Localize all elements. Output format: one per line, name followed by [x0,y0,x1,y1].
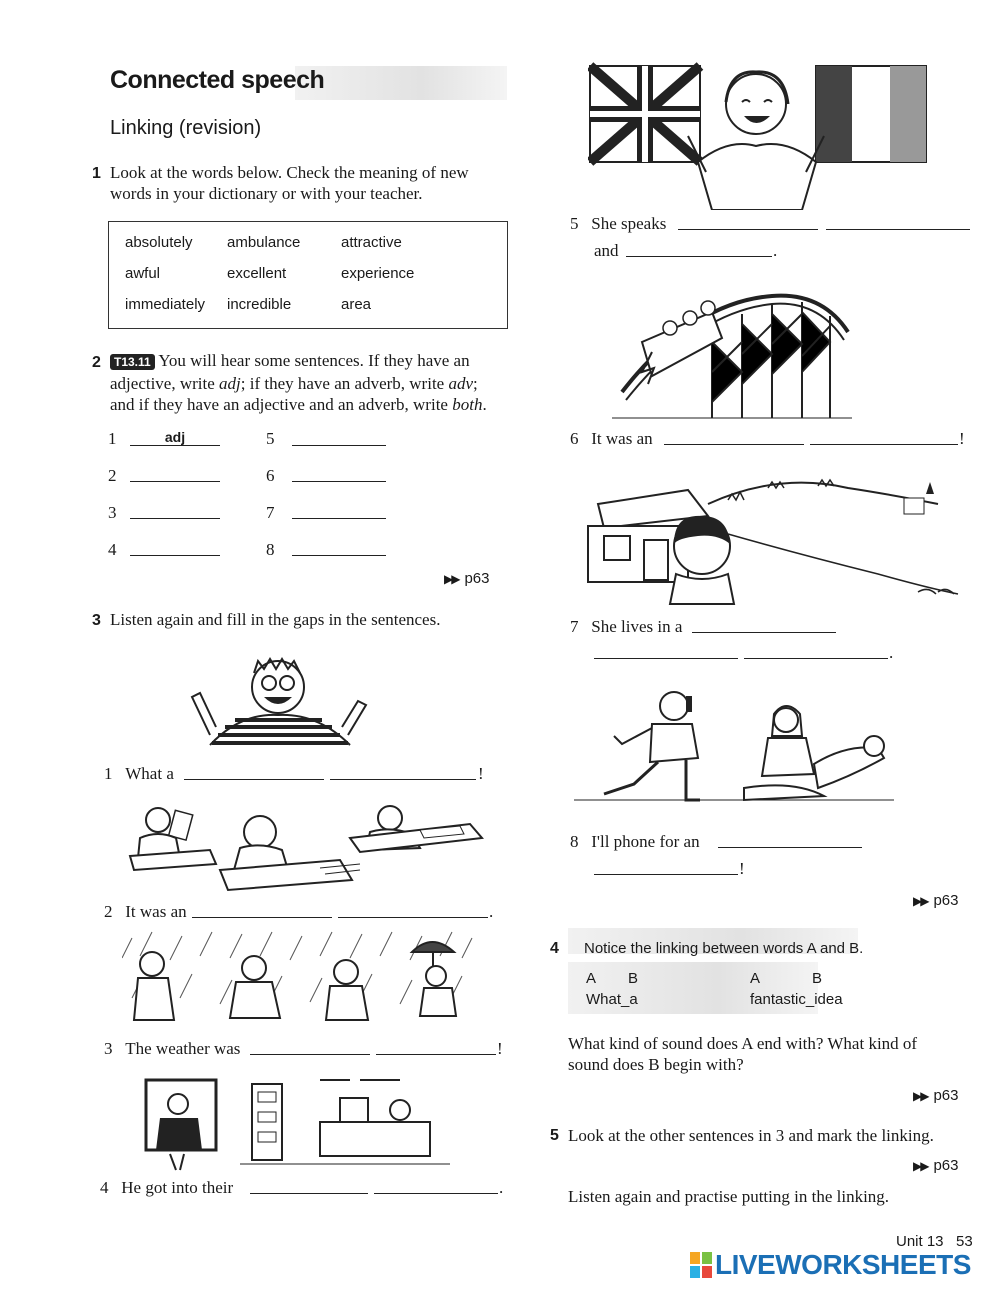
sentence-number: 8 [570,832,579,851]
sentence-text: He got into their [121,1178,234,1197]
sentence-2-blank-b[interactable] [338,903,488,918]
sentence-number: 1 [104,764,113,783]
sentence-text: The weather was [125,1039,241,1058]
reference-text: p63 [933,892,959,909]
linking-example-left: What_a [586,991,638,1008]
page-reference-ex3 [913,892,959,909]
answer-blank-3[interactable] [130,504,220,519]
label-b: B [812,970,823,987]
sentence-5-and: and [594,241,619,260]
exercise-5-practice: Listen again and practise putting in the linking. [568,1187,890,1206]
page-title: Connected speech [110,66,325,94]
sentence-7-blank-b[interactable] [594,644,738,659]
sentence-1-blank-a[interactable] [184,765,324,780]
answer-blank-4[interactable] [130,541,220,556]
exercise-5-number: 5 [550,1127,559,1144]
sentence-end: ! [959,429,965,448]
exercise-1-number: 1 [92,165,101,182]
sentence-8-blank-a[interactable] [718,833,862,848]
exercise-2-text-1: You will hear some sentences. If they have an [158,351,470,370]
title-band [295,66,507,100]
question-line-1: What kind of sound does A end with? What kind of [568,1034,918,1053]
sentence-4-blank-b[interactable] [374,1179,498,1194]
sentence-text: What a [125,764,174,783]
exercise-4-intro: Notice the linking between words A and B. [584,940,864,957]
sentence-5-blank-b[interactable] [826,215,970,230]
fast-forward-icon: ▶▶ [913,1089,928,1103]
sentence-text: It was an [591,429,653,448]
answer-blank-1[interactable] [130,429,220,446]
fast-forward-icon: ▶▶ [913,894,928,908]
word-item: incredible [227,296,292,313]
linking-example-right: fantastic_idea [750,991,843,1008]
label-b: B [628,970,639,987]
answer-blank-6[interactable] [292,467,386,482]
sentence-number: 2 [104,902,113,921]
text: adv [448,374,474,393]
word-item: absolutely [125,234,193,251]
unit-label: Unit 13 [896,1233,944,1250]
footer-unit [896,1233,973,1250]
answer-number: 1 [108,429,117,448]
text: both [452,395,483,414]
sentence-end: ! [739,859,745,878]
sentence-2-blank-a[interactable] [192,903,332,918]
answer-blank-7[interactable] [292,504,386,519]
label-a: A [750,970,761,987]
liveworksheets-grid-icon [690,1252,712,1278]
exercise-2-instruction [110,350,520,415]
answer-number: 7 [266,503,275,522]
sentence-5 [570,213,666,234]
exercise-1-line-1: Look at the words below. Check the meaning of new [110,163,469,182]
exercise-2-line-1 [110,350,520,373]
answer-blank-8[interactable] [292,541,386,556]
sentence-8-blank-b[interactable] [594,860,738,875]
sentence-end: . [489,902,494,921]
sentence-text: It was an [125,902,187,921]
fast-forward-icon: ▶▶ [444,572,459,586]
word-item: experience [341,265,415,282]
sentence-3 [104,1038,240,1059]
page-reference-ex4 [913,1087,959,1104]
sentence-number: 4 [100,1178,109,1197]
text: ; if they have an adverb, write [240,374,449,393]
word-item: awful [125,265,161,282]
sentence-5-blank-a[interactable] [678,215,818,230]
page-number: 53 [956,1233,973,1250]
label-a: A [586,970,597,987]
sentence-6-blank-a[interactable] [664,430,804,445]
answer-number: 3 [108,503,117,522]
sentence-3-blank-b[interactable] [376,1040,496,1055]
sentence-text: I'll phone for an [591,832,700,851]
sentence-number: 3 [104,1039,113,1058]
illustration-countryside [578,464,964,608]
text: and if they have an adjective and an adverb, write [110,395,453,414]
reference-text: p63 [464,570,490,587]
answer-number: 6 [266,466,275,485]
audio-track-badge[interactable]: T13.11 [110,354,155,370]
question-line-2: sound does B begin with? [568,1055,744,1074]
illustration-burglar-office [140,1074,460,1172]
reference-text: p63 [933,1087,959,1104]
sentence-end: ! [478,764,484,783]
sentence-7 [570,616,682,637]
answer-blank-2[interactable] [130,467,220,482]
text: . [482,395,487,414]
sentence-end: . [499,1178,504,1197]
illustration-rainy-weather [122,928,482,1026]
sentence-text: She lives in a [591,617,683,636]
illustration-exam-room [120,798,490,894]
sentence-6 [570,428,653,449]
exercise-3-instruction: Listen again and fill in the gaps in the sentences. [110,610,441,629]
sentence-text: She speaks [591,214,667,233]
word-item: ambulance [227,234,301,251]
sentence-number: 7 [570,617,579,636]
sentence-3-blank-a[interactable] [250,1040,370,1055]
word-item: excellent [227,265,287,282]
sentence-number: 6 [570,429,579,448]
liveworksheets-logo[interactable] [690,1250,971,1280]
sentence-7-blank-a[interactable] [692,618,836,633]
sentence-4-blank-a[interactable] [250,1179,368,1194]
sentence-6-blank-b[interactable] [810,430,958,445]
exercise-2-line-3 [110,394,520,415]
answer-blank-5[interactable] [292,431,386,446]
answer-number: 5 [266,429,275,448]
sentence-7-blank-c[interactable] [744,644,888,659]
answer-number: 8 [266,540,275,559]
sentence-end: . [773,241,778,260]
illustration-emergency-call [574,684,894,804]
exercise-1-instruction [110,162,510,204]
word-box [108,221,508,329]
reference-text: p63 [933,1157,959,1174]
word-item: attractive [341,234,402,251]
exercise-3-number: 3 [92,612,101,629]
answer-number: 2 [108,466,117,485]
sentence-1-blank-b[interactable] [330,765,476,780]
text: adj [219,374,241,393]
exercise-4-number: 4 [550,940,559,957]
text: ; [473,374,478,393]
word-item: immediately [125,296,206,313]
sentence-end: . [889,643,894,662]
sentence-end: ! [497,1039,503,1058]
fast-forward-icon: ▶▶ [913,1159,928,1173]
sentence-number: 5 [570,214,579,233]
illustration-rollercoaster [612,272,852,420]
illustration-happy-boy [180,645,380,753]
page-reference-ex5 [913,1157,959,1174]
sentence-4 [100,1177,233,1198]
page-reference-ex2 [444,570,490,587]
answer-number: 4 [108,540,117,559]
section-subtitle: Linking (revision) [110,117,262,139]
sentence-1 [104,763,174,784]
illustration-girl-flags [588,62,928,210]
liveworksheets-wordmark: LIVEWORKSHEETS [715,1249,971,1280]
exercise-2-number: 2 [92,354,101,371]
sentence-5-blank-c[interactable] [626,242,772,257]
exercise-5-instruction: Look at the other sentences in 3 and mark the linking. [568,1126,934,1145]
exercise-2-line-2 [110,373,520,394]
example-answer: adj [164,429,186,445]
sentence-8 [570,831,700,852]
exercise-1-line-2: words in your dictionary or with your teacher. [110,184,423,203]
word-item: area [341,296,372,313]
exercise-4-question [568,1033,988,1075]
sentence-2 [104,901,187,922]
text: adjective, write [110,374,220,393]
